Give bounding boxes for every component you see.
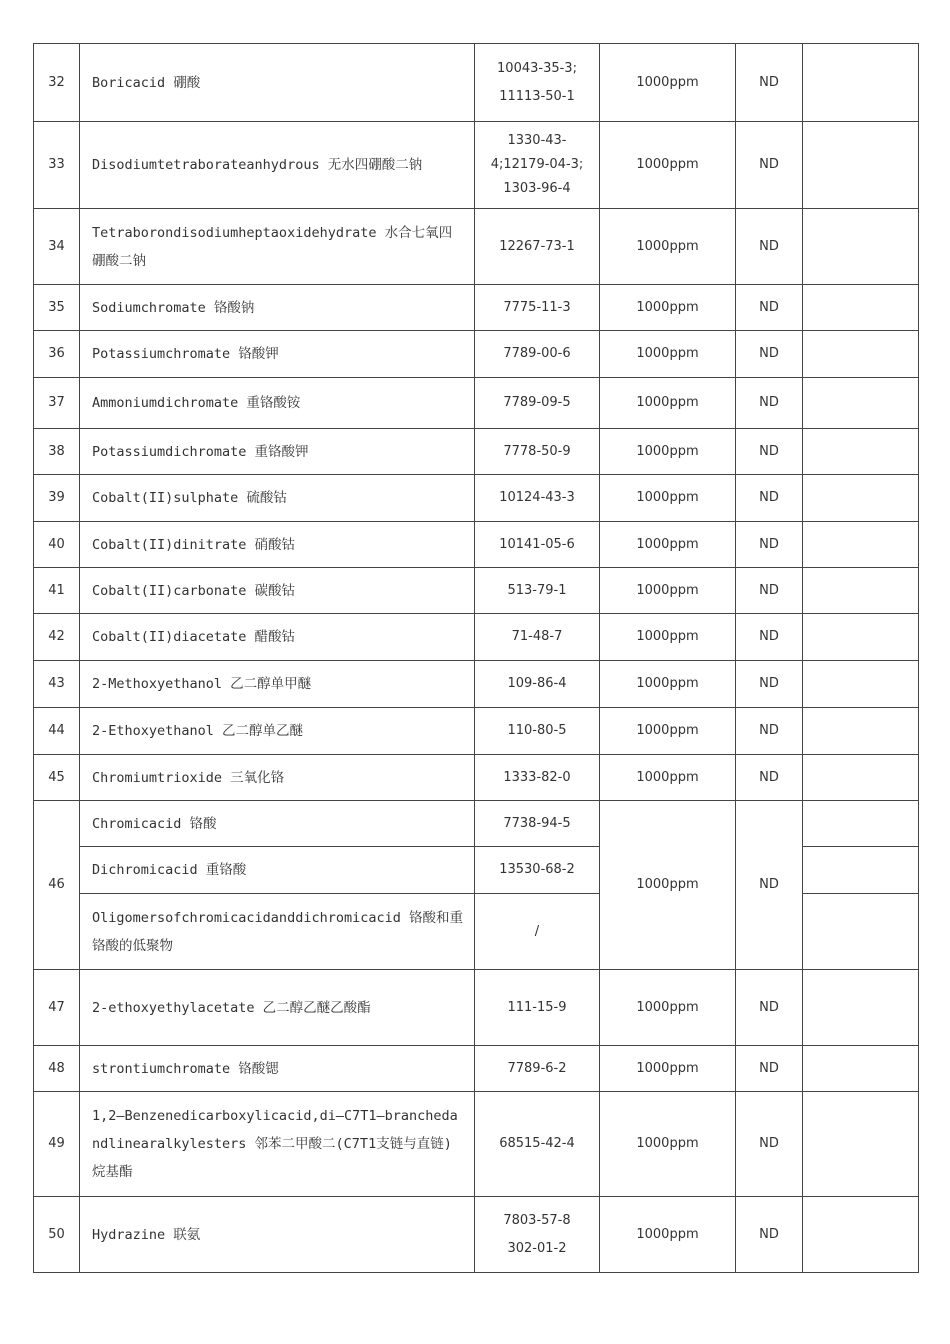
remark-cell [803,708,919,755]
row-number: 49 [34,1092,80,1197]
row-number: 44 [34,708,80,755]
table-row [34,755,919,801]
row-number: 35 [34,285,80,331]
table-row [34,122,919,209]
table-row [34,378,919,429]
remark-cell [803,847,919,894]
substance-name: 2-Ethoxyethanol 乙二醇单乙醚 [80,708,475,755]
table-row [34,522,919,568]
cas-number: 71-48-7 [475,614,600,661]
cas-number: / [475,894,600,970]
remark-cell [803,522,919,568]
substance-name: 2-ethoxyethylacetate 乙二醇乙醚乙酸酯 [80,970,475,1046]
substance-table [33,43,919,1273]
limit-value: 1000ppm [600,285,736,331]
table-row [34,44,919,122]
table-row [34,1197,919,1273]
remark-cell [803,661,919,708]
table-row [34,1092,919,1197]
remark-cell [803,894,919,970]
limit-value: 1000ppm [600,522,736,568]
substance-name: Dichromicacid 重铬酸 [80,847,475,894]
remark-cell [803,801,919,847]
row-number: 37 [34,378,80,429]
table-row [34,801,919,847]
row-number: 50 [34,1197,80,1273]
cas-number: 7803-57-8 302-01-2 [475,1197,600,1273]
limit-value: 1000ppm [600,378,736,429]
table-row [34,209,919,285]
cas-number: 68515-42-4 [475,1092,600,1197]
cas-number: 111-15-9 [475,970,600,1046]
substance-name: Ammoniumdichromate 重铬酸铵 [80,378,475,429]
remark-cell [803,755,919,801]
remark-cell [803,1046,919,1092]
row-number: 34 [34,209,80,285]
remark-cell [803,970,919,1046]
result-value: ND [736,568,803,614]
result-value: ND [736,44,803,122]
table-row [34,1046,919,1092]
limit-value: 1000ppm [600,122,736,209]
cas-number: 7738-94-5 [475,801,600,847]
result-value: ND [736,1046,803,1092]
result-value: ND [736,1197,803,1273]
substance-name: Hydrazine 联氨 [80,1197,475,1273]
remark-cell [803,1092,919,1197]
table-row [34,708,919,755]
cas-number: 12267-73-1 [475,209,600,285]
row-number: 36 [34,331,80,378]
limit-value: 1000ppm [600,614,736,661]
row-number: 40 [34,522,80,568]
row-number: 41 [34,568,80,614]
result-value: ND [736,614,803,661]
cas-number: 10043-35-3; 11113-50-1 [475,44,600,122]
remark-cell [803,568,919,614]
cas-number: 7775-11-3 [475,285,600,331]
remark-cell [803,475,919,522]
limit-value: 1000ppm [600,429,736,475]
limit-value: 1000ppm [600,661,736,708]
substance-name: 2-Methoxyethanol 乙二醇单甲醚 [80,661,475,708]
cas-number: 513-79-1 [475,568,600,614]
substance-name: Potassiumdichromate 重铬酸钾 [80,429,475,475]
table-row [34,429,919,475]
result-value: ND [736,378,803,429]
row-number: 38 [34,429,80,475]
result-value: ND [736,522,803,568]
substance-name: Oligomersofchromicacidanddichromicacid 铬酸和重铬酸的低聚物 [80,894,475,970]
limit-value: 1000ppm [600,475,736,522]
table-row [34,970,919,1046]
cas-number: 10141-05-6 [475,522,600,568]
limit-value: 1000ppm [600,568,736,614]
limit-value: 1000ppm [600,755,736,801]
table-row [34,568,919,614]
substance-name: Cobalt(II)carbonate 碳酸钴 [80,568,475,614]
result-value: ND [736,209,803,285]
row-number: 43 [34,661,80,708]
limit-value: 1000ppm [600,209,736,285]
cas-number: 10124-43-3 [475,475,600,522]
substance-name: Chromiumtrioxide 三氧化铬 [80,755,475,801]
row-number: 33 [34,122,80,209]
result-value: ND [736,755,803,801]
substance-name: Boricacid 硼酸 [80,44,475,122]
remark-cell [803,614,919,661]
table-row [34,331,919,378]
limit-value: 1000ppm [600,1197,736,1273]
row-number: 47 [34,970,80,1046]
remark-cell [803,429,919,475]
remark-cell [803,378,919,429]
cas-number: 110-80-5 [475,708,600,755]
row-number: 45 [34,755,80,801]
substance-name: Chromicacid 铬酸 [80,801,475,847]
substance-name: Disodiumtetraborateanhydrous 无水四硼酸二钠 [80,122,475,209]
substance-name: Tetraborondisodiumheptaoxidehydrate 水合七氧四硼酸二钠 [80,209,475,285]
cas-number: 13530-68-2 [475,847,600,894]
cas-number: 1330-43- 4;12179-04-3; 1303-96-4 [475,122,600,209]
substance-name: Cobalt(II)diacetate 醋酸钴 [80,614,475,661]
limit-value: 1000ppm [600,1092,736,1197]
substance-name: Sodiumchromate 铬酸钠 [80,285,475,331]
remark-cell [803,209,919,285]
substance-name: Cobalt(II)dinitrate 硝酸钴 [80,522,475,568]
result-value: ND [736,801,803,970]
cas-number: 7789-09-5 [475,378,600,429]
row-number: 39 [34,475,80,522]
remark-cell [803,1197,919,1273]
remark-cell [803,44,919,122]
cas-number: 1333-82-0 [475,755,600,801]
limit-value: 1000ppm [600,970,736,1046]
row-number: 46 [34,801,80,970]
remark-cell [803,122,919,209]
remark-cell [803,331,919,378]
table-row [34,285,919,331]
row-number: 32 [34,44,80,122]
row-number: 42 [34,614,80,661]
result-value: ND [736,970,803,1046]
cas-number: 7778-50-9 [475,429,600,475]
result-value: ND [736,1092,803,1197]
limit-value: 1000ppm [600,44,736,122]
cas-number: 109-86-4 [475,661,600,708]
limit-value: 1000ppm [600,331,736,378]
remark-cell [803,285,919,331]
result-value: ND [736,475,803,522]
result-value: ND [736,122,803,209]
result-value: ND [736,429,803,475]
table-row [34,475,919,522]
limit-value: 1000ppm [600,708,736,755]
substance-name: 1,2—Benzenedicarboxylicacid,di—C7T1—branchedandlinearalkylesters 邻苯二甲酸二(C7T1支链与直链)烷基酯 [80,1092,475,1197]
cas-number: 7789-00-6 [475,331,600,378]
result-value: ND [736,708,803,755]
table-row [34,614,919,661]
substance-name: strontiumchromate 铬酸锶 [80,1046,475,1092]
row-number: 48 [34,1046,80,1092]
result-value: ND [736,285,803,331]
limit-value: 1000ppm [600,1046,736,1092]
substance-name: Potassiumchromate 铬酸钾 [80,331,475,378]
result-value: ND [736,331,803,378]
limit-value: 1000ppm [600,801,736,970]
cas-number: 7789-6-2 [475,1046,600,1092]
result-value: ND [736,661,803,708]
substance-name: Cobalt(II)sulphate 硫酸钴 [80,475,475,522]
table-row [34,661,919,708]
